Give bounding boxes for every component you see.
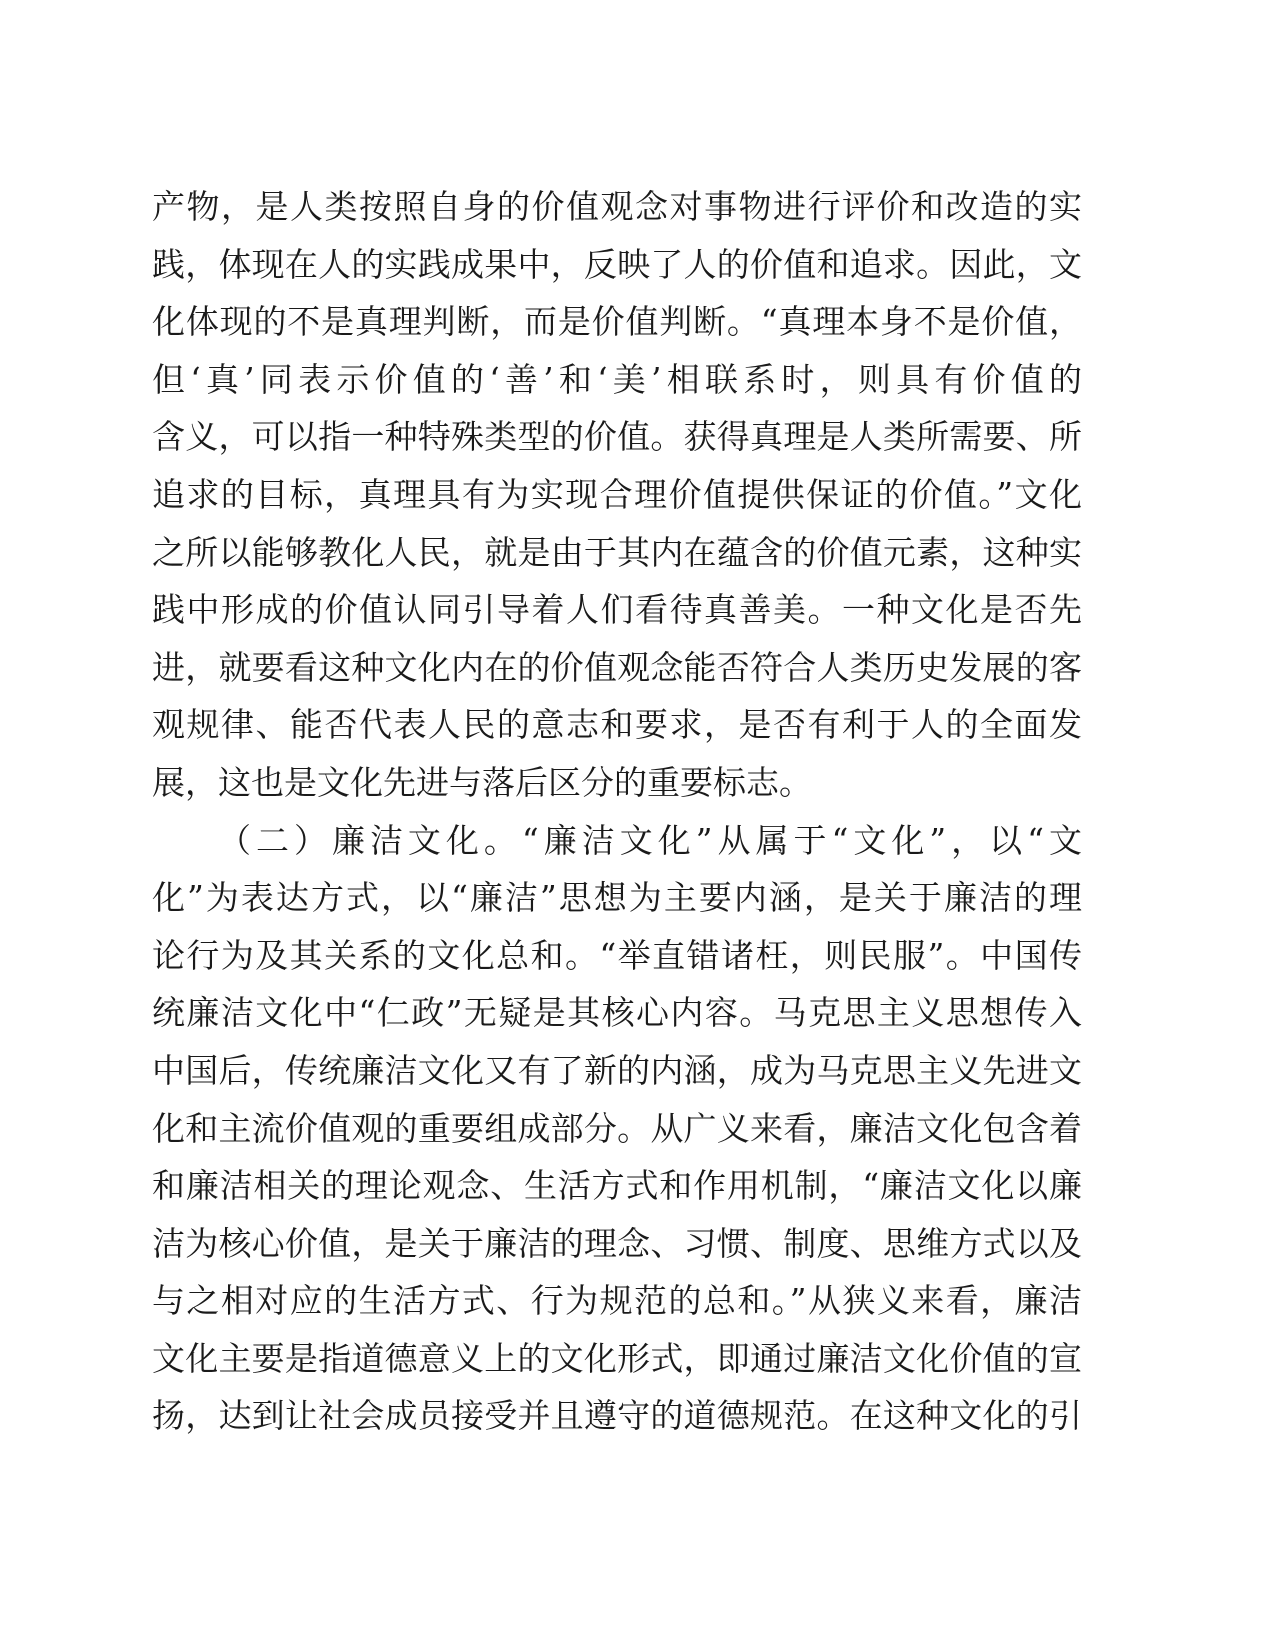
paragraph-2-line-4: 统廉洁文化中“仁政”无疑是其核心内容。马克思主义思想传入 [152, 993, 1082, 1033]
paragraph-1-line-7: 之所以能够教化人民，就是由于其内在蕴含的价值元素，这种实 [152, 532, 1082, 572]
paragraph-1-line-11: 展，这也是文化先进与落后区分的重要标志。 [152, 762, 812, 802]
paragraph-1-line-3: 化体现的不是真理判断，而是价值判断。“真理本身不是价值， [152, 302, 1082, 342]
paragraph-1-line-9: 进，就要看这种文化内在的价值观念能否符合人类历史发展的客 [152, 647, 1082, 687]
paragraph-2-line-6: 化和主流价值观的重要组成部分。从广义来看，廉洁文化包含着 [152, 1108, 1082, 1148]
paragraph-2-line-2: 化”为表达方式，以“廉洁”思想为主要内涵，是关于廉洁的理 [152, 878, 1082, 918]
paragraph-1-line-8: 践中形成的价值认同引导着人们看待真善美。一种文化是否先 [152, 590, 1082, 630]
paragraph-2-line-3: 论行为及其关系的文化总和。“举直错诸枉，则民服”。中国传 [152, 935, 1082, 975]
paragraph-1-line-2: 践，体现在人的实践成果中，反映了人的价值和追求。因此，文 [152, 244, 1082, 284]
paragraph-1-line-10: 观规律、能否代表人民的意志和要求，是否有利于人的全面发 [152, 705, 1082, 745]
paragraph-1-line-1: 产物，是人类按照自身的价值观念对事物进行评价和改造的实 [152, 187, 1082, 226]
paragraph-1-line-6: 追求的目标，真理具有为实现合理价值提供保证的价值。”文化 [152, 474, 1082, 514]
paragraph-2-line-8: 洁为核心价值，是关于廉洁的理念、习惯、制度、思维方式以及 [152, 1223, 1082, 1263]
paragraph-1-line-5: 含义，可以指一种特殊类型的价值。获得真理是人类所需要、所 [152, 417, 1082, 457]
paragraph-2-line-5: 中国后，传统廉洁文化又有了新的内涵，成为马克思主义先进文 [152, 1050, 1082, 1090]
paragraph-2-line-9: 与之相对应的生活方式、行为规范的总和。”从狭义来看，廉洁 [152, 1281, 1082, 1321]
body-text [152, 178, 1082, 1445]
paragraph-2-line-7: 和廉洁相关的理论观念、生活方式和作用机制，“廉洁文化以廉 [152, 1166, 1082, 1206]
paragraph-2-line-10: 文化主要是指道德意义上的文化形式，即通过廉洁文化价值的宣 [152, 1338, 1082, 1378]
paragraph-1-line-4: 但‘真’同表示价值的‘善’和‘美’相联系时，则具有价值的 [152, 359, 1082, 399]
paragraph-2-line-1: （二）廉洁文化。“廉洁文化”从属于“文化”，以“文 [218, 820, 1082, 860]
paragraph-2-line-11: 扬，达到让社会成员接受并且遵守的道德规范。在这种文化的引 [152, 1396, 1082, 1436]
